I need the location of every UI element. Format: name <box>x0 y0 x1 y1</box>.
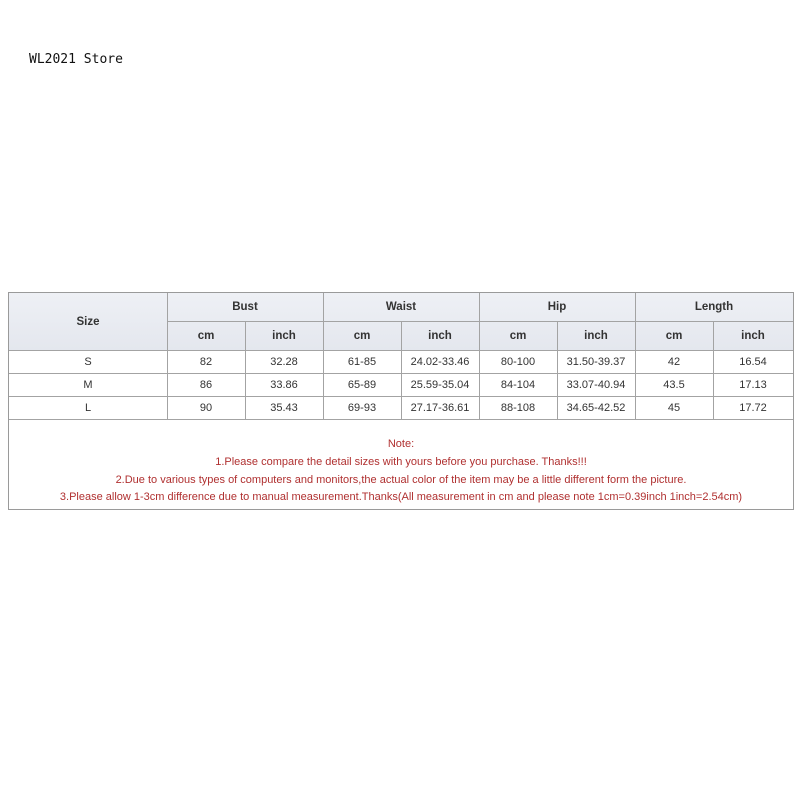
cell-waist-cm: 61-85 <box>347 355 377 368</box>
cell-hip-cm: 80-100 <box>500 355 536 368</box>
grid-line <box>323 293 324 419</box>
cell-bust-cm: 82 <box>199 355 213 368</box>
store-name: WL2021 Store <box>29 52 123 67</box>
unit-header-length-cm: cm <box>665 329 683 342</box>
grid-line <box>245 321 246 419</box>
cell-hip-inch: 34.65-42.52 <box>566 401 626 414</box>
cell-size: M <box>83 378 93 391</box>
cell-bust-inch: 32.28 <box>270 355 298 368</box>
note-title: Note: <box>387 438 415 450</box>
size-chart-table <box>8 292 794 510</box>
grid-line <box>167 293 168 419</box>
cell-hip-cm: 84-104 <box>500 378 536 391</box>
size-column-header: Size <box>76 315 100 328</box>
unit-header-waist-inch: inch <box>428 329 452 342</box>
cell-hip-inch: 31.50-39.37 <box>566 355 626 368</box>
group-header-waist: Waist <box>385 301 417 313</box>
note-line-3: 3.Please allow 1-3cm difference due to manual measurement.Thanks(All measurement in cm and please note 1cm=0.39inch 1inch=2.54cm) <box>59 491 743 503</box>
cell-bust-cm: 86 <box>199 378 213 391</box>
cell-waist-cm: 69-93 <box>347 401 377 414</box>
cell-size: L <box>84 401 92 414</box>
grid-line <box>635 293 636 419</box>
cell-hip-cm: 88-108 <box>500 401 536 414</box>
cell-hip-inch: 33.07-40.94 <box>566 378 626 391</box>
cell-size: S <box>84 355 92 368</box>
note-line-2: 2.Due to various types of computers and monitors,the actual color of the item may be a little different form the picture. <box>115 474 687 486</box>
grid-line <box>479 293 480 419</box>
group-header-length: Length <box>694 301 734 313</box>
cell-length-cm: 45 <box>667 401 681 414</box>
notes-section <box>9 419 793 509</box>
cell-waist-inch: 27.17-36.61 <box>410 401 470 414</box>
unit-header-hip-cm: cm <box>509 329 527 342</box>
cell-length-cm: 42 <box>667 355 681 368</box>
cell-length-inch: 17.72 <box>739 401 767 414</box>
grid-line <box>713 321 714 419</box>
unit-header-bust-inch: inch <box>272 329 296 342</box>
cell-bust-inch: 35.43 <box>270 401 298 414</box>
unit-header-bust-cm: cm <box>197 329 215 342</box>
grid-line <box>167 321 793 322</box>
unit-header-hip-inch: inch <box>584 329 608 342</box>
cell-length-inch: 17.13 <box>739 378 767 391</box>
cell-waist-cm: 65-89 <box>347 378 377 391</box>
cell-waist-inch: 25.59-35.04 <box>410 378 470 391</box>
cell-length-cm: 43.5 <box>663 378 685 391</box>
unit-header-waist-cm: cm <box>353 329 371 342</box>
cell-bust-cm: 90 <box>199 401 213 414</box>
note-line-1: 1.Please compare the detail sizes with yours before you purchase. Thanks!!! <box>215 456 587 468</box>
grid-line <box>557 321 558 419</box>
unit-header-length-inch: inch <box>741 329 765 342</box>
group-header-hip: Hip <box>547 301 567 313</box>
cell-length-inch: 16.54 <box>739 355 767 368</box>
group-header-bust: Bust <box>232 301 258 313</box>
grid-line <box>401 321 402 419</box>
cell-bust-inch: 33.86 <box>270 378 298 391</box>
cell-waist-inch: 24.02-33.46 <box>410 355 470 368</box>
